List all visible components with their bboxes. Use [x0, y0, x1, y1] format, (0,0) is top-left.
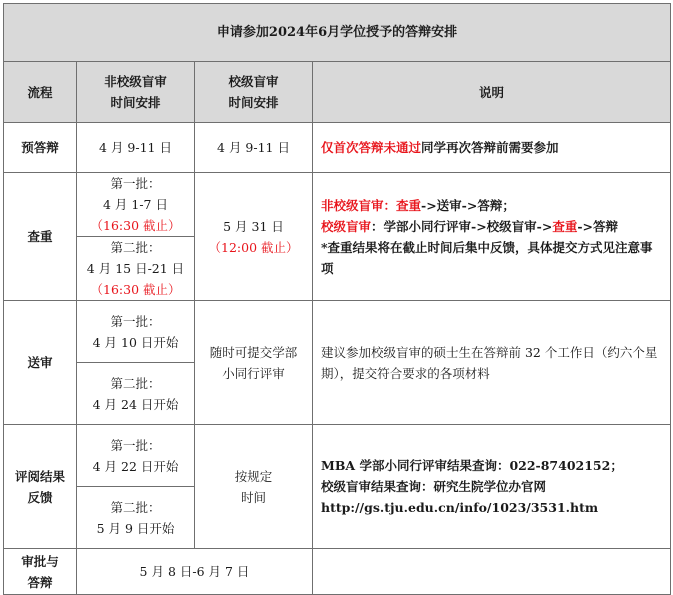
review-send-batch1-label: 第一批：: [110, 313, 161, 329]
check-desc3: *查重结果将在截止时间后集中反馈，具体提交方式见注意事项: [321, 239, 653, 276]
feedback-desc-url: http://gs.tju.edu.cn/info/1023/3531.htm: [321, 500, 599, 515]
feedback-batch2-label: 第二批：: [110, 499, 161, 515]
row-approval: [4, 549, 671, 595]
review-send-batch1: [77, 301, 195, 363]
check-batch2: [77, 237, 195, 301]
review-send-school-line1: 随时可提交学部: [209, 344, 298, 360]
process-review-send: 送审: [4, 301, 77, 425]
row-feedback-batch1: [4, 425, 671, 487]
defense-schedule-table: [3, 3, 671, 595]
check-desc2-end: ->答辩: [577, 218, 619, 234]
process-feedback-line1: 评阅结果: [14, 468, 65, 484]
feedback-batch2-date: 5 月 9 日开始: [96, 520, 175, 536]
check-batch2-label: 第二批：: [110, 240, 161, 255]
approval-dates: 5 月 8 日-6 月 7 日: [77, 549, 313, 595]
process-approval-line2: 答辩: [27, 574, 53, 590]
feedback-school: [195, 425, 313, 549]
review-send-batch2: [77, 363, 195, 425]
process-feedback-line2: 反馈: [27, 489, 53, 505]
pre-defense-highlight: 仅首次答辩未通过: [321, 140, 422, 155]
review-send-batch2-label: 第二批：: [110, 375, 161, 391]
process-approval: [4, 549, 77, 595]
process-check: 查重: [4, 173, 77, 301]
check-batch2-date: 4 月 15 日-21 日: [86, 261, 185, 276]
row-pre-defense: [4, 123, 671, 173]
description-review-send: 建议参加校级盲审的硕士生在答辩前 32 个工作日（约六个星期），提交符合要求的各项材料: [313, 301, 671, 425]
description-feedback: [313, 425, 671, 549]
header-process: 流程: [4, 62, 77, 123]
check-batch1-deadline: （16:30 截止）: [90, 218, 181, 233]
header-school-review: [195, 62, 313, 123]
header-description: 说明: [313, 62, 671, 123]
header-school-line1: 校级盲审: [228, 74, 279, 89]
feedback-batch1-label: 第一批：: [110, 437, 161, 453]
feedback-desc-mba: MBA 学部小同行评审结果查询：022-87402152；: [321, 458, 623, 473]
header-non-school-review: [77, 62, 195, 123]
process-feedback: [4, 425, 77, 549]
check-desc2-mid: ：学部小同行评审->校级盲审->: [371, 218, 553, 234]
process-pre-defense: 预答辩: [4, 123, 77, 173]
check-batch1-date: 4 月 1-7 日: [102, 197, 168, 212]
check-school-date: [195, 173, 313, 301]
check-school-deadline: （12:00 截止）: [208, 239, 299, 255]
header-row: [4, 62, 671, 123]
check-desc2-red: 校级盲审: [321, 218, 372, 234]
description-check: [313, 173, 671, 301]
row-check-batch1: [4, 173, 671, 237]
check-batch1-label: 第一批：: [110, 176, 161, 191]
header-school-line2: 时间安排: [228, 95, 279, 110]
school-pre-defense-date: 4 月 9-11 日: [195, 123, 313, 173]
header-non-school-line1: 非校级盲审: [104, 74, 167, 89]
check-batch2-deadline: （16:30 截止）: [90, 282, 181, 297]
feedback-batch2: [77, 487, 195, 549]
review-send-batch1-date: 4 月 10 日开始: [92, 334, 179, 350]
feedback-desc-school: 校级盲审结果查询：研究生院学位办官网: [321, 479, 547, 494]
header-non-school-line2: 时间安排: [110, 95, 161, 110]
feedback-school-line2: 时间: [240, 489, 266, 505]
feedback-batch1: [77, 425, 195, 487]
non-school-pre-defense-date: 4 月 9-11 日: [77, 123, 195, 173]
approval-description-empty: [313, 549, 671, 595]
review-send-school: [195, 301, 313, 425]
description-pre-defense: [313, 123, 671, 173]
check-desc2-red2: 查重: [552, 218, 578, 234]
check-desc1-rest: ->送审->答辩；: [421, 197, 515, 213]
table-title: 申请参加2024年6月学位授予的答辩安排: [4, 4, 671, 62]
feedback-school-line1: 按规定: [234, 468, 273, 484]
row-review-send-batch1: [4, 301, 671, 363]
review-send-batch2-date: 4 月 24 日开始: [92, 396, 179, 412]
review-send-school-line2: 小同行评审: [222, 365, 285, 381]
pre-defense-note: 同学再次答辩前需要参加: [421, 140, 559, 155]
check-batch1: [77, 173, 195, 237]
check-school-date-line1: 5 月 31 日: [223, 218, 284, 234]
feedback-batch1-date: 4 月 22 日开始: [92, 458, 179, 474]
process-approval-line1: 审批与: [21, 553, 59, 569]
check-desc1-red: 非校级盲审：查重: [321, 197, 422, 213]
